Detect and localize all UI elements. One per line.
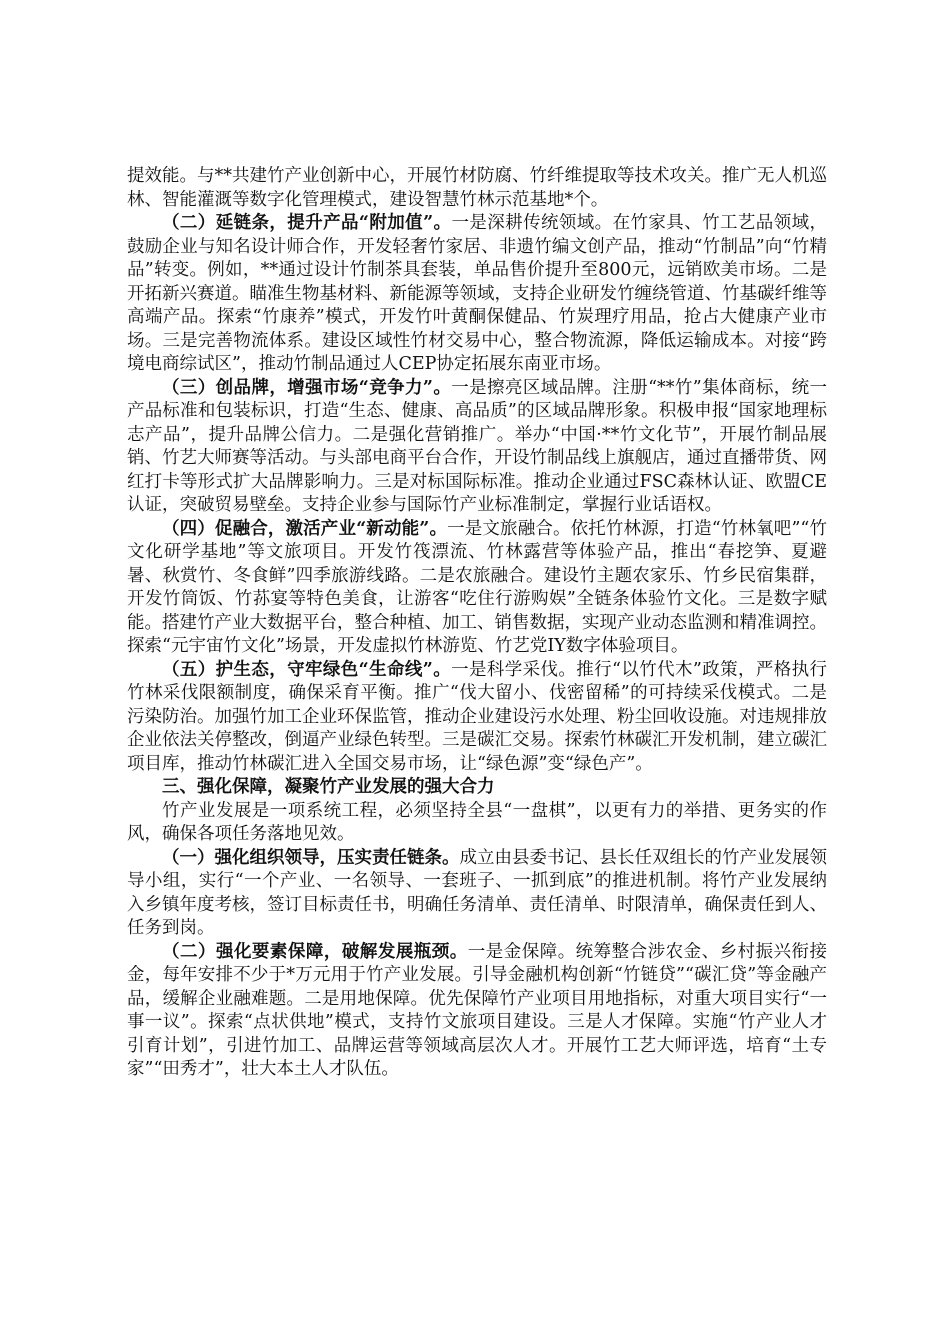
section-heading-text: 三、强化保障，凝聚竹产业发展的强大合力 (162, 777, 495, 797)
paragraph-lead: （四）促融合，激活产业“新动能”。 (162, 518, 448, 539)
paragraph-body: 一是深耕传统领域。在竹家具、竹工艺品领域，鼓励企业与知名设计师合作，开发轻奢竹家居、非遗竹编文创产品，推动“竹制品”向“竹精品”转变。例如，**通过设计竹制茶具套装，单品售价提升至800元，远销欧美市场。二是开拓新兴赛道。瞄准生物基材料、新能源等领域，支持企业研发竹缠绕管道、竹基碳纤维等高端产品。探索“竹康养”模式，开发竹叶黄酮保健品、竹炭理疗用品，抢占大健康产业市场。三是完善物流体系。建设区域性竹材交易中心，整合物流源，降低运输成本。对接“跨境电商综试区”，推动竹制品通过人CEP协定拓展东南亚市场。 (127, 213, 827, 374)
document-page (127, 165, 827, 1082)
paragraph-body: 一是擦亮区域品牌。注册“**竹”集体商标，统一产品标准和包装标识，打造“生态、健康、高品质”的区域品牌形象。积极申报“国家地理标志产品”，提升品牌公信力。二是强化营销推广。举办“中国·**竹文化节”，开展竹制品展销、竹艺大师赛等活动。与头部电商平台合作，开设竹制品线上旗舰店，通过直播带货、网红打卡等形式扩大品牌影响力。三是对标国际标准。推动企业通过FSC森林认证、欧盟CE认证，突破贸易壁垒。支持企业参与国际竹产业标准制定，掌握行业话语权。 (127, 377, 827, 515)
paragraph-body: 提效能。与**共建竹产业创新中心，开展竹材防腐、竹纤维提取等技术攻关。推广无人机巡林、智能灌溉等数字化管理模式，建设智慧竹林示范基地*个。 (127, 166, 827, 210)
paragraph-protect-ecology (127, 659, 827, 777)
paragraph-body: 成立由县委书记、县长任双组长的竹产业发展领导小组，实行“一个产业、一名领导、一套班子、一抓到底”的推进机制。将竹产业发展纳入乡镇年度考核，签订目标责任书，明确任务清单、责任清单、时限清单，确保责任到人、任务到岗。 (127, 847, 827, 938)
paragraph-section-intro (127, 800, 827, 847)
paragraph-lead: （五）护生态，守牢绿色“生命线”。 (162, 659, 452, 680)
paragraph-promote-integration (127, 518, 827, 659)
paragraph-body: 竹产业发展是一项系统工程，必须坚持全县“一盘棋”，以更有力的举措、更务实的作风，确保各项任务落地见效。 (127, 800, 827, 844)
paragraph-lead: （二）延链条，提升产品“附加值”。 (162, 213, 452, 233)
paragraph-lead: （一）强化组织领导，压实责任链条。 (162, 847, 460, 868)
paragraph-body: 一是文旅融合。依托竹林源，打造“竹林氧吧”“竹文化研学基地”等文旅项目。开发竹筏漂流、竹林露营等体验产品，推出“春挖笋、夏避暑、秋赏竹、冬食鲜”四季旅游线路。二是农旅融合。建设竹主题农家乐、竹乡民宿集群，开发竹筒饭、竹荪宴等特色美食，让游客“吃住行游购娱”全链条体验竹文化。三是数字赋能。搭建竹产业大数据平台，整合种植、加工、销售数据，实现产业动态监测和精准调控。探索“元宇宙竹文化”场景，开发虚拟竹林游览、竹艺党IY数字体验项目。 (127, 518, 827, 656)
paragraph-organization-leadership (127, 847, 827, 941)
paragraph-extend-chain (127, 212, 827, 377)
section-heading (127, 776, 827, 800)
paragraph-lead: （二）强化要素保障，破解发展瓶颈。 (162, 941, 468, 962)
paragraph-lead: （三）创品牌，增强市场“竞争力”。 (162, 377, 452, 398)
paragraph-continuation (127, 165, 827, 212)
paragraph-create-brand (127, 377, 827, 518)
paragraph-body: 一是科学采伐。推行“以竹代木”政策，严格执行竹林采伐限额制度，确保采育平衡。推广“伐大留小、伐密留稀”的可持续采伐模式。二是污染防治。加强竹加工企业环保监管，推动企业建设污水处理、粉尘回收设施。对违规排放企业依法关停整改，倒逼产业绿色转型。三是碳汇交易。探索竹林碳汇开发机制，建立碳汇项目库，推动竹林碳汇进入全国交易市场，让“绿色源”变“绿色产”。 (127, 659, 827, 774)
paragraph-body: 一是金保障。统筹整合涉农金、乡村振兴衔接金，每年安排不少于*万元用于竹产业发展。引导金融机构创新“竹链贷”“碳汇贷”等金融产品，缓解企业融难题。二是用地保障。优先保障竹产业项目用地指标，对重大项目实行“一事一议”。探索“点状供地”模式，支持竹文旅项目建设。三是人才保障。实施“竹产业人才引育计划”，引进竹加工、品牌运营等领域高层次人才。开展竹工艺大师评选，培育“土专家”“田秀才”，壮大本土人才队伍。 (127, 941, 828, 1079)
paragraph-resource-guarantee (127, 941, 827, 1082)
